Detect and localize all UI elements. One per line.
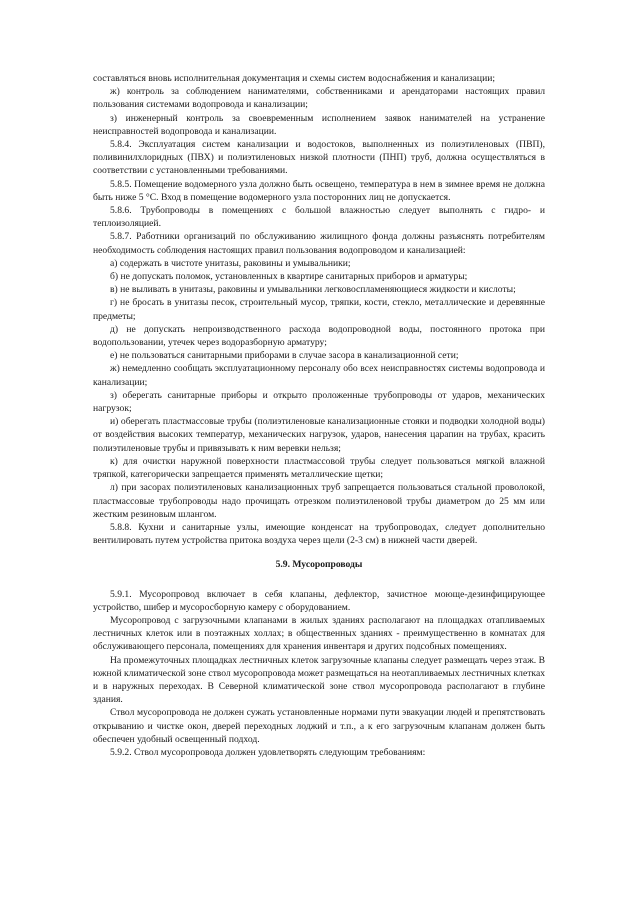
list-item: з) оберегать санитарные приборы и открыто проложенные трубопроводы от ударов, механических нагрузок; — [93, 389, 545, 415]
list-item: ж) немедленно сообщать эксплуатационному персоналу обо всех неисправностях системы водопровода и канализации; — [93, 363, 545, 388]
section-5-9-text — [93, 588, 545, 760]
paragraph: Мусоропровод с загрузочными клапанами в жилых зданиях располагают на площадках отапливаемых лестничных клеток или в поэтажных холлах; в общественных зданиях - преимущественно в комнатах для обслуживающего персонала, помещениях для хранения инвентаря и других подсобных помещениях. — [93, 614, 545, 653]
paragraph: 5.8.7. Работники организаций по обслуживанию жилищного фонда должны разъяснять потребителям необходимость соблюдения настоящих правил пользования водопроводом и канализацией: — [93, 231, 545, 256]
paragraph: 5.8.6. Трубопроводы в помещениях с большой влажностью следует выполнять с гидро- и теплоизоляцией. — [93, 205, 545, 230]
section-5-8-text — [93, 72, 545, 547]
list-item: б) не допускать поломок, установленных в квартире санитарных приборов и арматуры; — [110, 271, 468, 283]
list-item: л) при засорах полиэтиленовых канализационных труб запрещается пользоваться стальной проволокой, пластмассовые трубопроводы надо прочищать отрезком полиэтиленовой трубы диаметром до 25 мм или жестким резиновым шлангом. — [93, 482, 545, 520]
list-item: и) оберегать пластмассовые трубы (полиэтиленовые канализационные стояки и подводки холодной воды) от воздействия высоких температур, механических нагрузок, ударов, нанесения царапин на трубах, красить полиэтиленовые трубы и привязывать к ним веревки нельзя; — [93, 416, 545, 454]
paragraph: ж) контроль за соблюдением нанимателями, собственниками и арендаторами настоящих правил пользования системами водопровода и канализации; — [93, 86, 545, 111]
list-item: е) не пользоваться санитарными приборами в случае засора в канализационной сети; — [110, 350, 459, 362]
paragraph: 5.9.2. Ствол мусоропровода должен удовлетворять следующим требованиям: — [110, 746, 426, 758]
paragraph: з) инженерный контроль за своевременным исполнением заявок нанимателей на устранение неисправностей водопровода и канализации. — [93, 112, 545, 137]
document-page — [93, 72, 545, 759]
list-item: в) не выливать в унитазы, раковины и умывальники легковоспламеняющиеся жидкости и кислоты; — [110, 284, 516, 296]
section-heading: 5.9. Мусоропроводы — [275, 559, 363, 571]
paragraph: 5.8.5. Помещение водомерного узла должно быть освещено, температура в нем в зимнее время не должна быть ниже 5 °С. Вход в помещение водомерного узла посторонних лиц не допускается. — [93, 178, 545, 203]
list-item: г) не бросать в унитазы песок, строительный мусор, тряпки, кости, стекло, металлические и деревянные предметы; — [93, 297, 545, 322]
list-item: к) для очистки наружной поверхности пластмассовой трубы следует пользоваться мягкой влажной тряпкой, категорически запрещается применять металлические щетки; — [93, 455, 545, 481]
paragraph: 5.8.8. Кухни и санитарные узлы, имеющие конденсат на трубопроводах, следует дополнительно вентилировать путем устройства притока воздуха через щели (2-3 см) в нижней части дверей. — [93, 521, 545, 547]
list-item: а) содержать в чистоте унитазы, раковины и умывальники; — [110, 257, 351, 269]
paragraph: составляться вновь исполнительная документация и схемы систем водоснабжения и канализации; — [93, 73, 496, 84]
paragraph: Ствол мусоропровода не должен сужать установленные нормами пути эвакуации людей и препятствовать открыванию и чистке окон, дверей переходных лоджий и т.п., а к его загрузочным клапанам должен быть обеспечен удобный освещенный подход. — [93, 707, 545, 745]
paragraph: 5.8.4. Эксплуатация систем канализации и водостоков, выполненных из полиэтиленовых (ПВП), поливинилхлоридных (ПВХ) и полиэтиленовых низкой плотности (ПНП) труб, должна осуществляться в соответствии с установленными требованиями. — [93, 139, 545, 177]
list-item: д) не допускать непроизводственного расхода водопроводной воды, постоянного протока при водопользовании, утечек через водоразборную арматуру; — [93, 323, 545, 349]
paragraph: 5.9.1. Мусоропровод включает в себя клапаны, дефлектор, зачистное моюще-дезинфицирующее устройство, шибер и мусоросборную камеру с оборудованием. — [93, 588, 545, 613]
paragraph: На промежуточных площадках лестничных клеток загрузочные клапаны следует размещать через этаж. В южной климатической зоне ствол мусоропровода может размещаться на неотапливаемых лестничных клетках и в наружных переходах. В Северной климатической зоне ствол мусоропровода располагают в глубине здания. — [93, 654, 545, 706]
